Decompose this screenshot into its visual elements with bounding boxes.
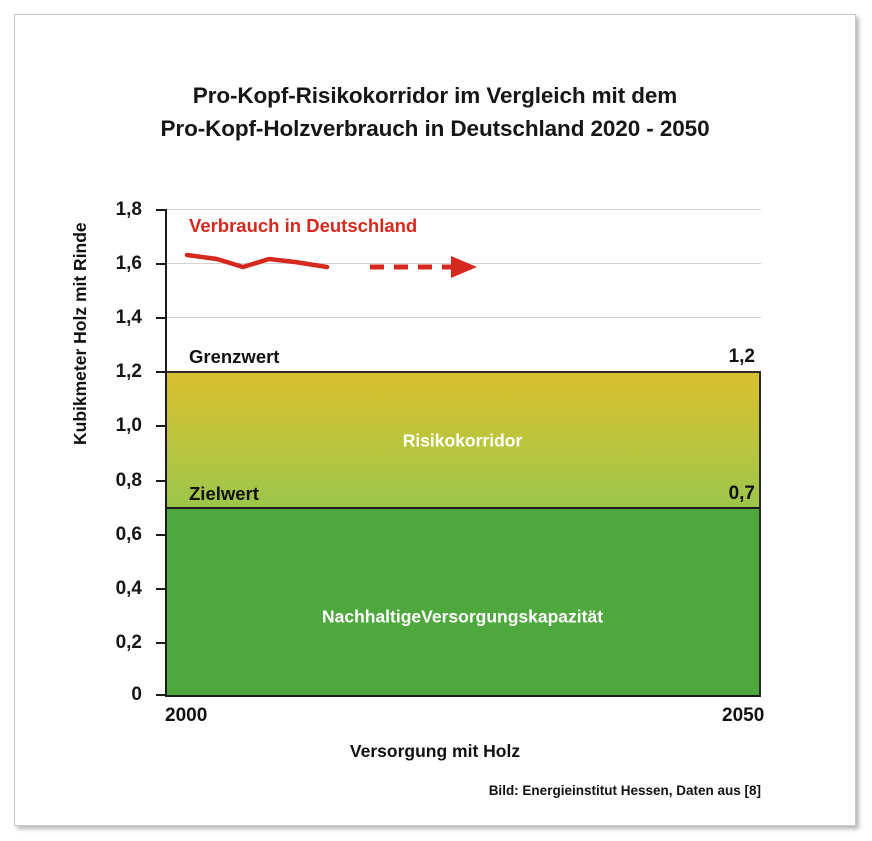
threshold-value-zielwert: 0,7 bbox=[728, 483, 755, 504]
band-nachhaltige-versorgungskapazitaet bbox=[166, 507, 761, 696]
series-label-verbrauch-in-deutschland: Verbrauch in Deutschland bbox=[189, 215, 418, 236]
y-tick-label-1-2: 1,2 bbox=[115, 361, 142, 382]
chart-figure bbox=[14, 14, 856, 826]
y-tick-0 bbox=[131, 684, 165, 705]
plot-area bbox=[115, 199, 761, 705]
y-tick-1-2 bbox=[115, 361, 165, 382]
y-tick-0-6 bbox=[115, 524, 165, 545]
y-tick-label-1-0: 1,0 bbox=[115, 415, 142, 436]
y-tick-0-4 bbox=[115, 578, 165, 599]
y-tick-label-1-8: 1,8 bbox=[115, 199, 142, 220]
chart-title-line-2: Pro-Kopf-Holzverbrauch in Deutschland 2020 - 2050 bbox=[160, 116, 710, 141]
source-note: Bild: Energieinstitut Hessen, Daten aus [8] bbox=[488, 783, 761, 798]
y-tick-0-8 bbox=[115, 470, 165, 491]
y-tick-1-0 bbox=[115, 415, 165, 436]
band-label-risikokorridor: Risikokorridor bbox=[402, 430, 523, 451]
y-tick-label-0-4: 0,4 bbox=[115, 578, 142, 599]
y-tick-1-4 bbox=[115, 307, 165, 328]
x-tick-label-2050: 2050 bbox=[722, 705, 765, 726]
y-tick-label-0-6: 0,6 bbox=[115, 524, 142, 545]
y-tick-label-1-6: 1,6 bbox=[115, 253, 142, 274]
x-axis-title: Versorgung mit Holz bbox=[349, 741, 521, 761]
y-tick-label-0-8: 0,8 bbox=[115, 470, 142, 491]
y-tick-1-8 bbox=[115, 199, 165, 220]
gridline-1-6 bbox=[165, 263, 761, 264]
y-tick-label-1-4: 1,4 bbox=[115, 307, 142, 328]
band-label-nachhaltige-versorgungskapazitaet: NachhaltigeVersorgungskapazität bbox=[321, 606, 604, 627]
y-tick-label-0-2: 0,2 bbox=[115, 632, 142, 653]
y-axis-title: Kubikmeter Holz mit Rinde bbox=[70, 222, 90, 445]
y-tick-1-6 bbox=[115, 253, 165, 274]
y-axis bbox=[165, 209, 167, 696]
series-line-solid bbox=[187, 255, 327, 267]
threshold-value-grenzwert: 1,2 bbox=[728, 346, 755, 367]
gridline-1-4 bbox=[165, 317, 761, 318]
chart-title-line-1: Pro-Kopf-Risikokorridor im Vergleich mit dem bbox=[192, 83, 678, 108]
threshold-label-zielwert: Zielwert bbox=[189, 483, 259, 504]
series-arrow-head bbox=[451, 256, 477, 278]
threshold-label-grenzwert: Grenzwert bbox=[189, 346, 280, 367]
x-axis bbox=[165, 695, 761, 697]
y-tick-0-2 bbox=[115, 632, 165, 653]
chart-title bbox=[15, 79, 855, 145]
y-tick-label-0: 0 bbox=[131, 684, 142, 705]
x-tick-label-2000: 2000 bbox=[165, 705, 208, 726]
gridline-1-8 bbox=[165, 209, 761, 210]
